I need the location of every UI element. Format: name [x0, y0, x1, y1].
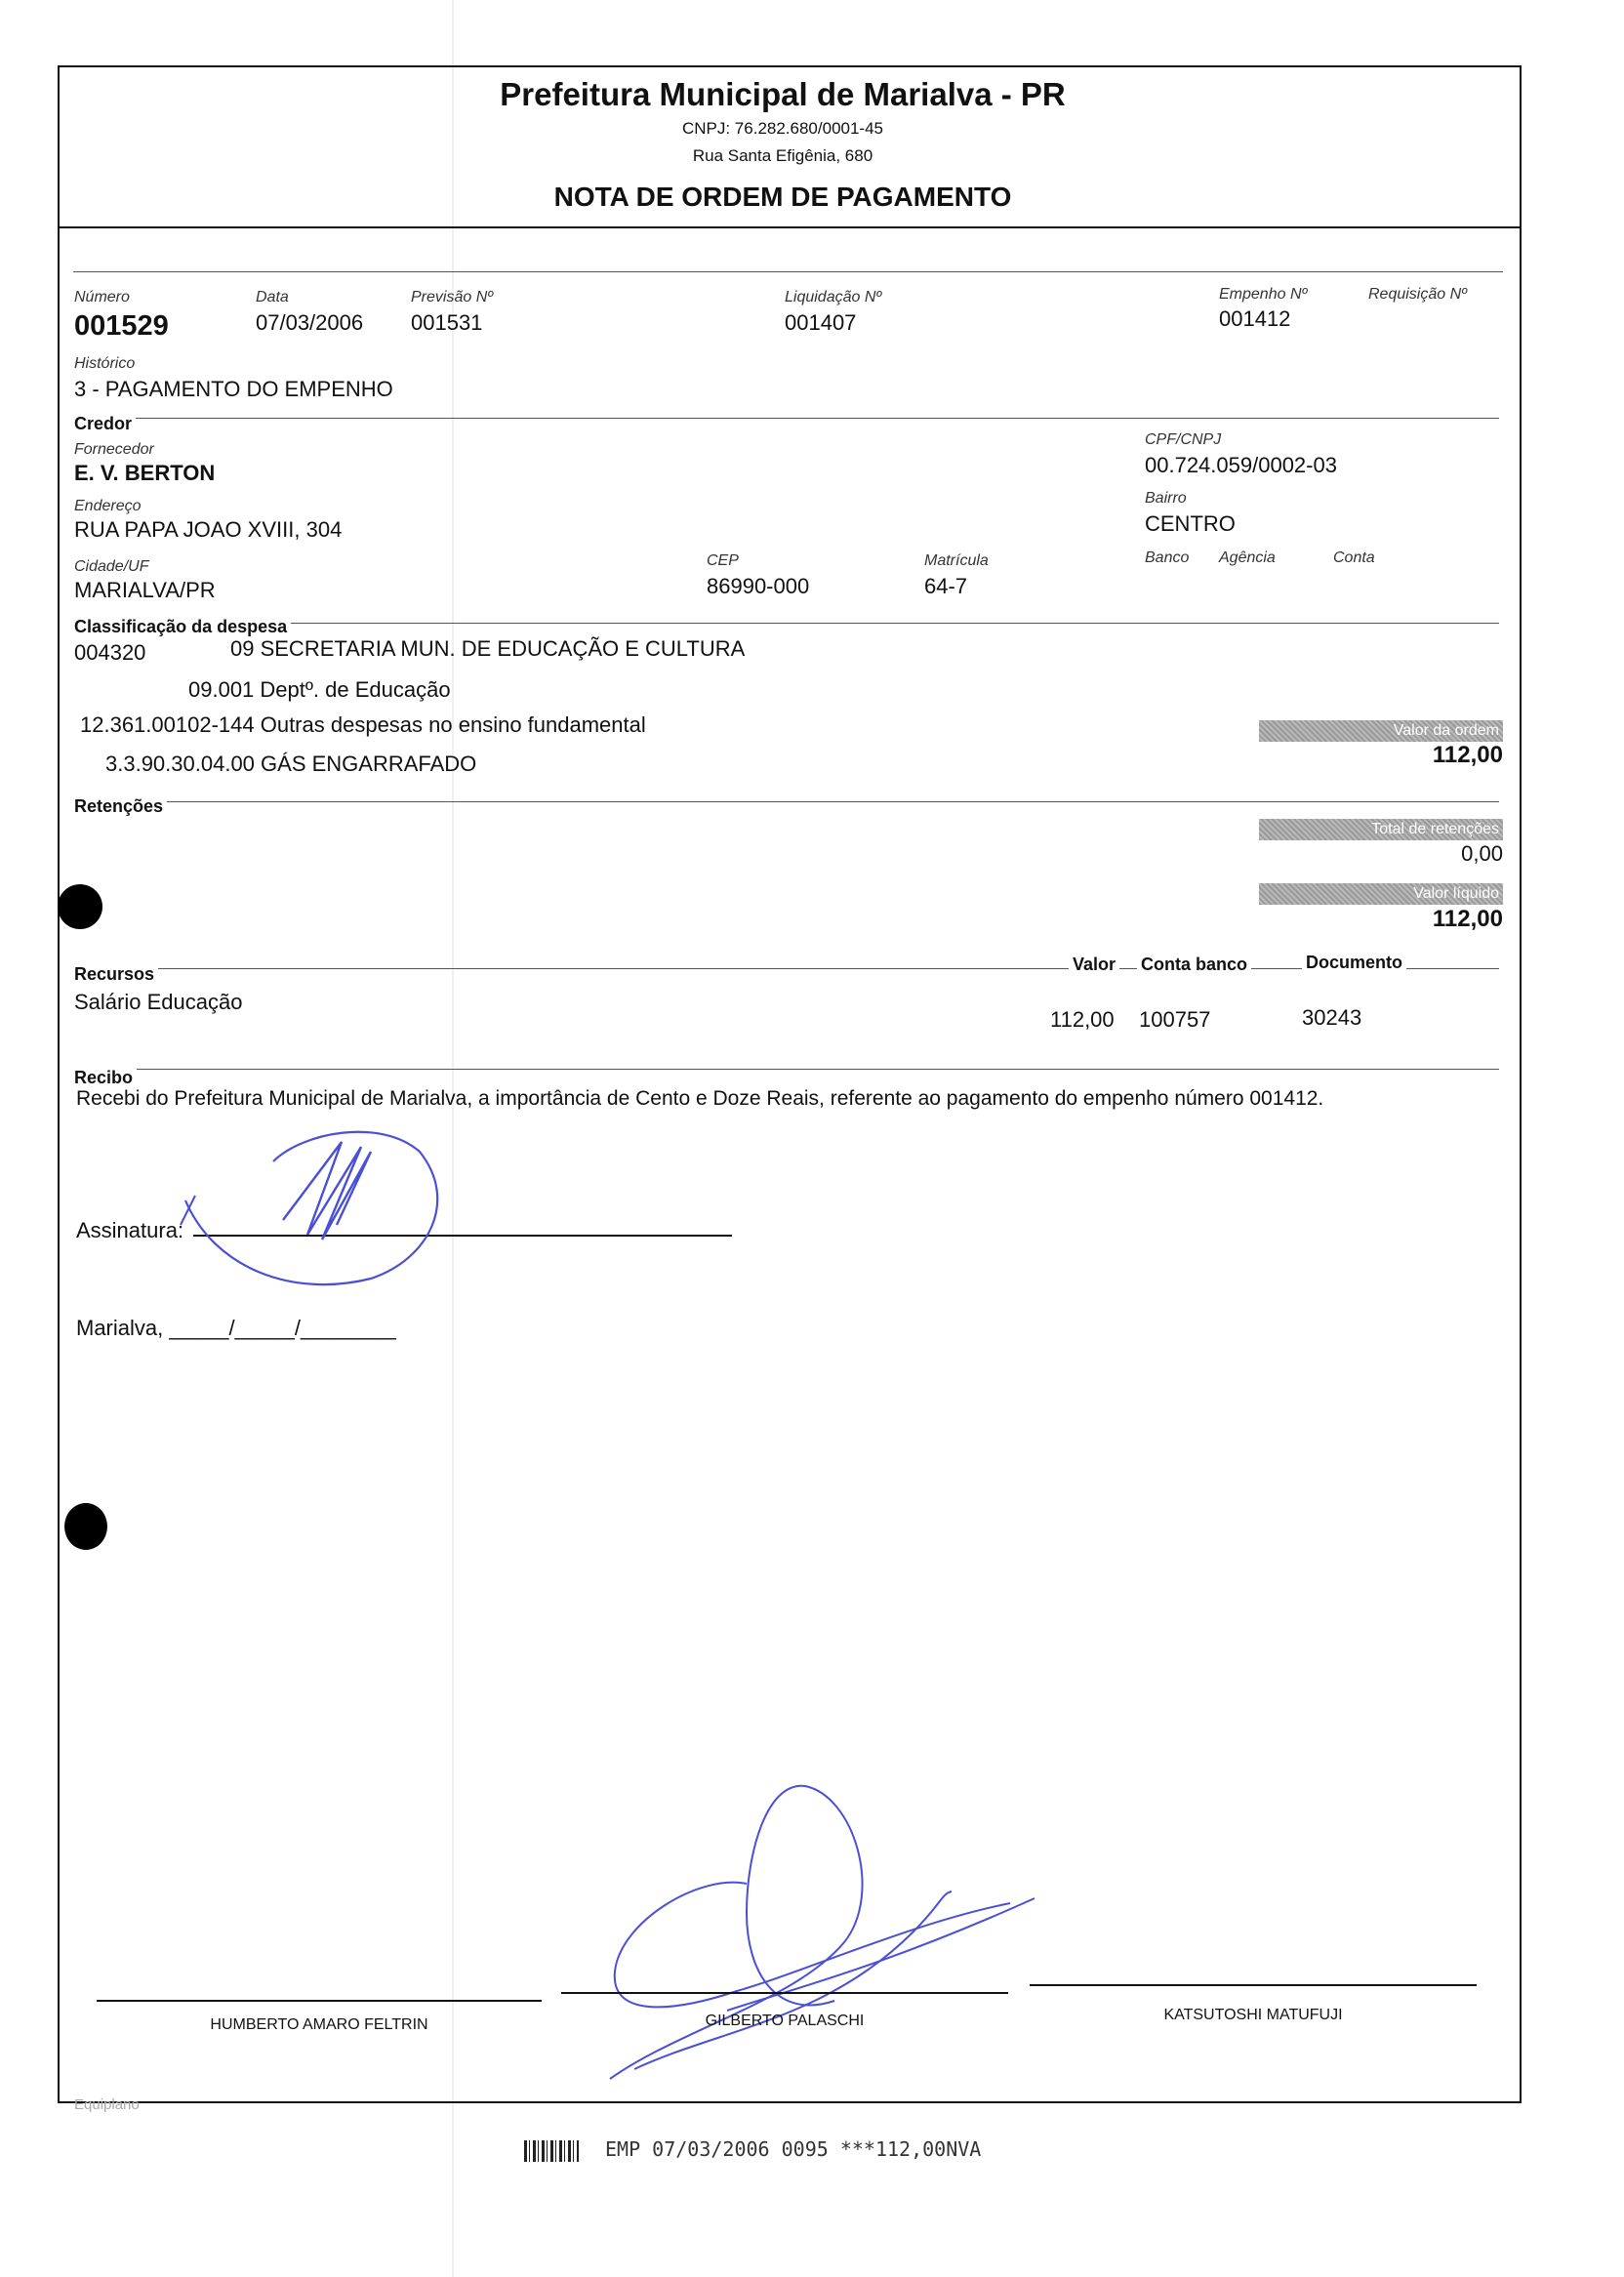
- agencia-label: Agência: [1219, 549, 1276, 566]
- matricula-value: 64-7: [924, 574, 968, 598]
- classificacao-code: 004320: [74, 640, 146, 665]
- fornecedor-value: E. V. BERTON: [74, 461, 216, 485]
- stamp-barcode: [524, 2140, 579, 2162]
- valor-ordem-label: Valor da ordem: [1259, 720, 1503, 742]
- total-retencoes-value: 0,00: [1461, 841, 1503, 866]
- recibo-text: Recebi do Prefeitura Municipal de Marialva, a importância de Cento e Doze Reais, referente ao pagamento do empenho número 001412.: [76, 1087, 1324, 1110]
- header-address: Rua Santa Efigênia, 680: [692, 146, 873, 165]
- classificacao-section: Classificação da despesa: [74, 617, 291, 637]
- signatory-line-3: [1030, 1984, 1477, 1986]
- valor-liquido-label: Valor líquido: [1259, 883, 1503, 905]
- endereco-value: RUA PAPA JOAO XVIII, 304: [74, 517, 343, 542]
- classificacao-line3: 12.361.00102-144 Outras despesas no ensino fundamental: [80, 712, 646, 737]
- classificacao-line1: 09 SECRETARIA MUN. DE EDUCAÇÃO E CULTURA: [230, 636, 746, 661]
- signatory-line-1: [97, 2000, 542, 2002]
- cidade-label: Cidade/UF: [74, 558, 149, 575]
- valor-liquido-value: 112,00: [1432, 906, 1503, 932]
- recursos-valor-label: Valor: [1069, 955, 1119, 975]
- conta-label: Conta: [1333, 549, 1375, 566]
- recibo-signature: [176, 1122, 468, 1318]
- recursos-conta-label: Conta banco: [1137, 955, 1251, 975]
- recursos-conta: 100757: [1139, 1007, 1211, 1032]
- recursos-documento: 30243: [1302, 1005, 1362, 1030]
- recursos-valor: 112,00: [1050, 1007, 1115, 1032]
- signatory-2-name: GILBERTO PALASCHI: [705, 2013, 865, 2029]
- cep-value: 86990-000: [707, 574, 810, 598]
- liquidacao-value: 001407: [785, 310, 857, 335]
- banco-label: Banco: [1145, 549, 1190, 566]
- matricula-label: Matrícula: [924, 552, 989, 569]
- historico-label: Histórico: [74, 355, 136, 372]
- endereco-label: Endereço: [74, 498, 142, 514]
- recursos-line: [74, 968, 1499, 969]
- classificacao-line4: 3.3.90.30.04.00 GÁS ENGARRAFADO: [105, 752, 477, 776]
- data-value: 07/03/2006: [256, 310, 364, 335]
- bairro-value: CENTRO: [1145, 511, 1236, 536]
- recibo-section: Recibo: [74, 1068, 137, 1088]
- credor-line: [74, 418, 1499, 419]
- signatory-1-name: HUMBERTO AMARO FELTRIN: [210, 2016, 428, 2033]
- numero-label: Número: [74, 289, 130, 305]
- retencoes-section: Retenções: [74, 796, 167, 817]
- local-date-field: Marialva, _____/_____/________: [76, 1316, 396, 1340]
- total-retencoes-label: Total de retenções: [1259, 819, 1503, 840]
- cpf-label: CPF/CNPJ: [1145, 431, 1222, 448]
- signatory-3-name: KATSUTOSHI MATUFUJI: [1163, 2007, 1343, 2023]
- bairro-label: Bairro: [1145, 490, 1187, 507]
- header-divider: [58, 226, 1522, 228]
- numero-value: 001529: [74, 310, 169, 342]
- data-label: Data: [256, 289, 289, 305]
- empenho-label: Empenho Nº: [1219, 286, 1308, 303]
- stamp-text: EMP 07/03/2006 0095 ***112,00NVA: [605, 2137, 982, 2161]
- requisicao-label: Requisição Nº: [1368, 286, 1467, 303]
- signatory-line-2: [561, 1992, 1008, 1994]
- recursos-section: Recursos: [74, 964, 158, 985]
- punch-hole-top: [58, 884, 102, 929]
- assinatura-label: Assinatura:: [76, 1218, 184, 1242]
- document-title: NOTA DE ORDEM DE PAGAMENTO: [553, 182, 1012, 212]
- valor-ordem-value: 112,00: [1432, 742, 1503, 768]
- previsao-value: 001531: [411, 310, 483, 335]
- recursos-documento-label: Documento: [1302, 953, 1406, 973]
- header-cnpj: CNPJ: 76.282.680/0001-45: [681, 119, 884, 138]
- classificacao-line2: 09.001 Deptº. de Educação: [188, 677, 451, 702]
- cpf-value: 00.724.059/0002-03: [1145, 453, 1337, 477]
- bottom-signature: [600, 1776, 1049, 2098]
- cep-label: CEP: [707, 552, 739, 569]
- punch-hole-bottom: [64, 1503, 107, 1550]
- empenho-value: 001412: [1219, 306, 1291, 331]
- recibo-line: [74, 1069, 1499, 1070]
- footer-brand: Equiplano: [74, 2096, 140, 2113]
- fornecedor-label: Fornecedor: [74, 441, 154, 458]
- header-title: Prefeitura Municipal de Marialva - PR: [500, 76, 1066, 112]
- liquidacao-label: Liquidação Nº: [785, 289, 882, 305]
- recursos-descricao: Salário Educação: [74, 990, 243, 1014]
- historico-value: 3 - PAGAMENTO DO EMPENHO: [74, 377, 393, 401]
- cidade-value: MARIALVA/PR: [74, 578, 216, 602]
- previsao-label: Previsão Nº: [411, 289, 494, 305]
- ids-divider: [73, 271, 1503, 272]
- retencoes-line: [74, 801, 1499, 802]
- credor-section: Credor: [74, 414, 136, 434]
